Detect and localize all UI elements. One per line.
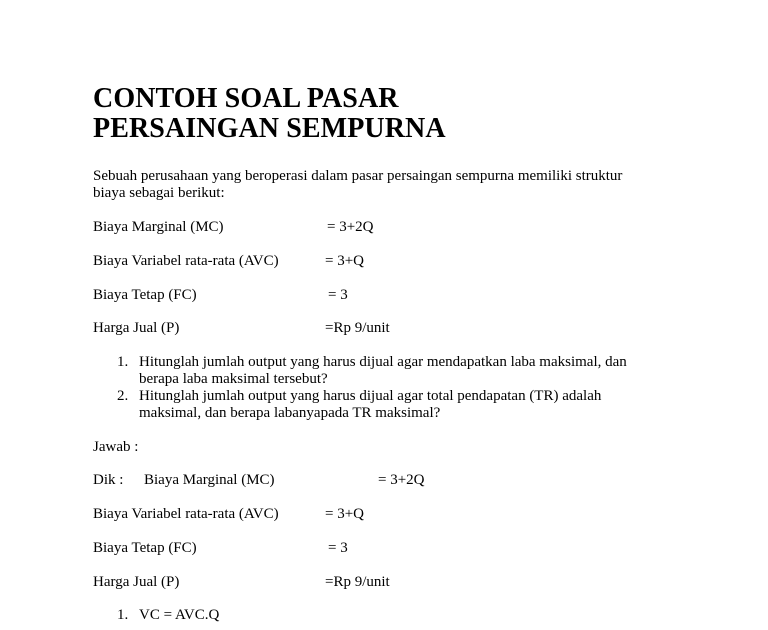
given-mc-label: Biaya Marginal (MC) <box>93 219 224 235</box>
question-2-line-2: maksimal, dan berapa labanyapada TR maksimal? <box>139 405 441 421</box>
known-price-value: =Rp 9/unit <box>325 574 390 590</box>
given-avc-label: Biaya Variabel rata-rata (AVC) <box>93 253 279 269</box>
dik-prefix: Dik : <box>93 472 124 488</box>
given-avc-value: = 3+Q <box>325 253 365 269</box>
known-avc-label: Biaya Variabel rata-rata (AVC) <box>93 506 279 522</box>
known-price-label: Harga Jual (P) <box>93 574 180 590</box>
step-1-text: VC = AVC.Q <box>139 607 220 623</box>
question-1-number: 1. <box>117 354 129 370</box>
given-mc-value: = 3+2Q <box>327 219 374 235</box>
question-2-line-1: Hitunglah jumlah output yang harus dijual agar total pendapatan (TR) adalah <box>139 388 602 404</box>
answer-label: Jawab : <box>93 439 139 455</box>
document-title <box>93 84 446 144</box>
step-1-number: 1. <box>117 607 129 623</box>
known-fc-label: Biaya Tetap (FC) <box>93 540 197 556</box>
given-price-value: =Rp 9/unit <box>325 320 390 336</box>
given-fc-label: Biaya Tetap (FC) <box>93 287 197 303</box>
known-fc-value: = 3 <box>328 540 348 556</box>
title-line-1: CONTOH SOAL PASAR <box>93 83 399 114</box>
intro-line-2: biaya sebagai berikut: <box>93 185 225 201</box>
known-avc-value: = 3+Q <box>325 506 365 522</box>
intro-line-1: Sebuah perusahaan yang beroperasi dalam pasar persaingan sempurna memiliki struktur <box>93 168 623 184</box>
given-fc-value: = 3 <box>328 287 348 303</box>
known-mc-label: Biaya Marginal (MC) <box>144 472 275 488</box>
title-line-2: PERSAINGAN SEMPURNA <box>93 113 446 144</box>
question-1-line-2: berapa laba maksimal tersebut? <box>139 371 328 387</box>
known-mc-value: = 3+2Q <box>378 472 425 488</box>
given-price-label: Harga Jual (P) <box>93 320 180 336</box>
question-2-number: 2. <box>117 388 129 404</box>
question-1-line-1: Hitunglah jumlah output yang harus dijual agar mendapatkan laba maksimal, dan <box>139 354 627 370</box>
